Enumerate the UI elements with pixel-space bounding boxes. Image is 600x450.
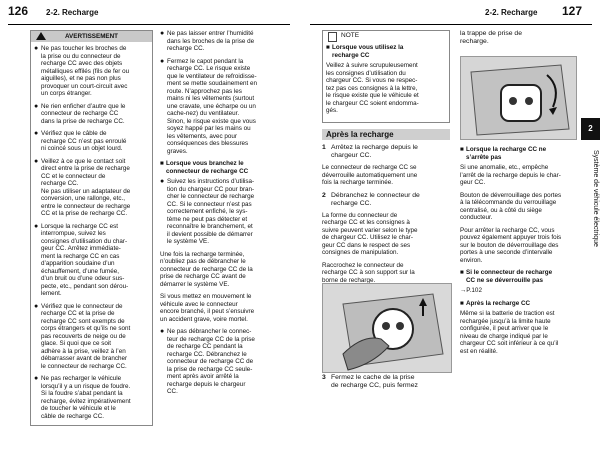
- not-unlocking-heading: ■ Si le connecteur de recharge CC ne se déverrouille pas: [460, 269, 553, 284]
- step-1-detail: Le connecteur de recharge CC se déverrouille automatiquement une fois la recharge terminée.: [322, 164, 418, 186]
- warning-triangle-icon: [36, 32, 46, 40]
- after-dc-heading: ■ Après la recharge CC: [460, 299, 531, 307]
- warning-title: AVERTISSEMENT: [64, 33, 119, 40]
- right-header-rule: [310, 24, 592, 25]
- left-header-rule: [8, 24, 290, 25]
- stop-charge-column: [460, 30, 575, 51]
- unplug-connector-photo: [322, 283, 452, 373]
- step-3: 3 Fermez le cache de la prise de recharge CC, puis fermez: [322, 374, 418, 389]
- note-body: Veillez à suivre scrupuleusement les consignes d’utilisation du chargeur CC. Si vous ne respec- tez pas ces consignes à la lettre, le risque existe que le véhicule et le chargeur CC soient endomma- gés.: [326, 62, 419, 114]
- warning-item: ● Fermez le capot pendant la recharge CC. Le risque existe que le ventilateur de refroidisse- ment se mette soudainement en route. N’approchez pas les mains ni les vêtements (surtout une cravate, une écharpe ou un cache-nez) du ventilateur. Sinon, le risque existe que vous soyez happé par les mains ou les vêtements, avec pour conséquences des blessures graves.: [160, 57, 257, 155]
- warning-item: ● Ne pas toucher les broches de la prise ou du connecteur de recharge CC avec des objets métalliques effilés (fils de fer ou aiguilles), et ne pas non plus provoquer un court-circuit avec un corps étranger.: [34, 45, 130, 97]
- warning-header: [31, 31, 152, 42]
- left-chapter-title: 2-2. Recharge: [46, 8, 99, 17]
- press-three-times: Pour arrêter la recharge CC, vous pouvez également appuyer trois fois sur le bouton de déverrouillage des portes à une seconde d’intervalle environ.: [460, 226, 562, 264]
- warning-item: ● Ne pas débrancher le connec- teur de recharge CC de la prise de recharge CC pendant la recharge CC. Débranchez le connecteur de recharge CC de la prise de recharge CC seule- ment après avoir arrêté la recharge depuis le chargeur CC.: [160, 328, 255, 395]
- note-icon: [328, 32, 337, 42]
- note-heading: ■ Lorsque vous utilisez la recharge CC: [326, 44, 404, 59]
- warning-box: [30, 30, 153, 426]
- connected-heading: ■ Lorsque vous branchez le connecteur de recharge CC: [160, 160, 249, 175]
- stop-charge-info: [460, 143, 575, 360]
- right-chapter-title: 2-2. Recharge: [485, 8, 538, 17]
- step-2: 2 Débranchez le connecteur de recharge CC.: [322, 191, 420, 207]
- not-stopping-heading: ■ Lorsque la recharge CC ne s’arrête pas: [460, 146, 547, 161]
- after-charge-column: [322, 30, 450, 289]
- warning-item: ● Ne pas recharger le véhicule lorsqu’il y a un risque de foudre. Si la foudre s’abat pendant la recharge, évitez impérativement de toucher le véhicule et le câble de recharge CC.: [34, 375, 131, 420]
- page-reference: →P.102: [460, 287, 482, 294]
- right-page-number: 127: [562, 4, 583, 18]
- unlock-button-location: Bouton de déverrouillage des portes à la télécommande du verrouillage centralisé, ou à côté du siège conducteur.: [460, 191, 562, 221]
- warning-column: [30, 30, 153, 426]
- accident-paragraph: Si vous mettez en mouvement le véhicule avec le connecteur encore branché, il peut s’ensuivre un accident grave, voire mortel.: [160, 293, 255, 323]
- warning-item: ● Suivez les instructions d’utilisa- tion du chargeur CC pour bran- cher le connecteur de recharge CC. Si le connecteur n’est pas correctement enfiché, le sys- tème ne peut pas détecter et reconnaître le branchement, et il devient possible de démarrer le système VE.: [160, 178, 255, 245]
- warning-item: ● Vérifiez que le câble de recharge CC n’est pas enroulé ni coincé sous un objet lourd.: [34, 130, 127, 152]
- chapter-side-label: Système de véhicule électrique: [592, 150, 599, 247]
- step-1: 1 Arrêtez la recharge depuis le chargeur CC.: [322, 144, 418, 159]
- warning-continued-column: [160, 30, 284, 401]
- chapter-tab: 2: [581, 118, 600, 140]
- after-dc-body: Même si la batterie de traction est rechargée jusqu’à la limite haute configurée, il peut arriver que le niveau de charge indiqué par le chargeur CC soit inférieur à ce qu’il est en réalité.: [460, 310, 559, 355]
- warning-item: ● Ne rien enficher d’autre que le connecteur de recharge CC dans la prise de recharge CC.: [34, 102, 126, 125]
- step-2-hang-up: Raccrochez le connecteur de recharge CC à son support sur la borne de recharge.: [322, 261, 415, 284]
- warning-item: ● Vérifiez que le connecteur de recharge CC et la prise de recharge CC sont exempts de corps étrangers et qu’ils ne sont pas recouverts de neige ou de glace. Si quoi que ce soit adhère à la prise, veillez à l’en débarrasser avant de brancher le connecteur de recharge CC.: [34, 302, 131, 370]
- warning-item: ● Veillez à ce que le contact soit direct entre la prise de recharge CC et le connecteur de recharge CC. Ne pas utiliser un adaptateur de conversion, une rallonge, etc., entre le connecteur de recharge CC et la prise de recharge CC.: [34, 157, 131, 217]
- unplug-paragraph: Une fois la recharge terminée, n’oubliez pas de débrancher le connecteur de recharge CC de la prise de recharge CC avant de démarrer le système VE.: [160, 250, 253, 288]
- section-title: Après la recharge: [322, 129, 450, 141]
- step-3-continued: la trappe de prise de recharge.: [460, 30, 522, 45]
- warning-item: ● Ne pas laisser entrer l’humidité dans les broches de la prise de recharge CC.: [160, 30, 255, 52]
- note-title: NOTE: [341, 32, 360, 39]
- left-page-number: 126: [8, 4, 29, 18]
- warning-item: ● Lorsque la recharge CC est interrompue, suivez les consignes d’utilisation du char- geur CC. Arrêtez immédiate- ment la recharge CC en cas d’apparition soudaine d’un échauffement, d’une fumée, d’un bruit ou d’une odeur sus- pecte, etc., pendant son dérou- lement.: [34, 222, 129, 297]
- note-box: [322, 30, 450, 123]
- step-2-detail: La forme du connecteur de recharge CC et les consignes à suivre peuvent varier selon le type de chargeur CC. Utilisez le char- geur CC dans le respect de ses consignes de manipulation.: [322, 211, 418, 256]
- not-stopping-body: Si une anomalie, etc., empêche l’arrêt de la recharge depuis le char- geur CC.: [460, 164, 561, 186]
- close-cover-photo: [460, 56, 577, 140]
